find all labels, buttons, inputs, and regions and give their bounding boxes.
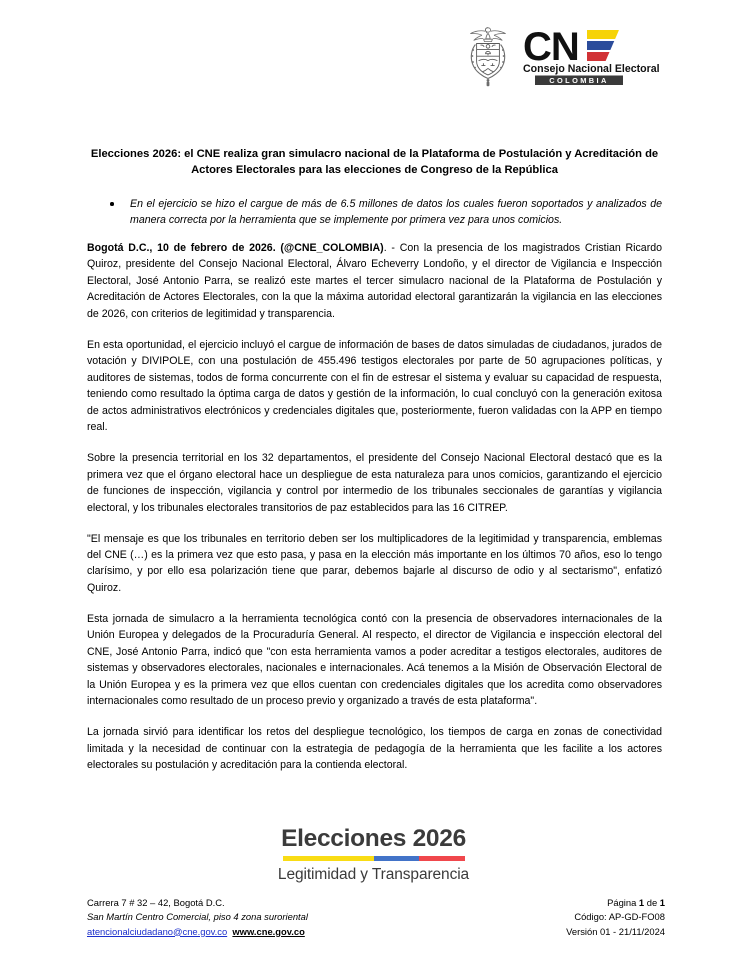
paragraph: La jornada sirvió para identificar los retos del despliegue tecnológico, los tiempos de carga en zonas de conectividad limitada y la necesidad de continuar con la estrategia de pedagogía de la herramienta que les facilite a los actores electorales su postulación y acreditación para la contienda electoral.: [87, 726, 662, 772]
page-title: Elecciones 2026: el CNE realiza gran simulacro nacional de la Plataforma de Postulación y Acreditación de Actores Electorales para las elecciones de Congreso de la República: [90, 148, 659, 177]
dateline: Bogotá D.C., 10 de febrero de 2026. (@CNE_COLOMBIA): [87, 242, 384, 254]
document-body: [87, 240, 662, 774]
header-logo-group: [462, 22, 665, 88]
lead-paragraph: [87, 240, 662, 322]
paragraph: Esta jornada de simulacro a la herramienta tecnológica contó con la presencia de observadores internacionales de la Unión Europea y delegados de la Procuraduría General. Al respecto, el director de Vigilancia e inspección electoral del CNE, José Antonio Parra, indicó que "con esta herramienta vamos a poder acreditar a testigos electorales, auditores de sistemas y observadores electorales, nacionales e internacionales. Acá tenemos a la Misión de Observación Electoral de la Unión Europea y es la primera vez que ellos cuentan con credenciales digitales que los acredita como observadores internacionales como resultado de un proceso previo y organizado a través de esta plataforma".: [87, 612, 662, 708]
footer-address-line-1: Carrera 7 # 32 – 42, Bogotá D.C.: [87, 897, 225, 908]
rule-yellow-segment: [283, 856, 374, 861]
brand-subtitle: Legitimidad y Transparencia: [277, 865, 470, 883]
document-code: Código: AP-GD-FO08: [574, 911, 665, 923]
footer-website-link[interactable]: www.cne.gov.co: [232, 925, 305, 937]
page-label-prefix: Página: [607, 897, 639, 908]
footer-meta-block: [566, 896, 665, 939]
cne-logo: [523, 24, 665, 86]
document-version: Versión 01 - 21/11/2024: [566, 925, 665, 937]
tricolor-rule: [283, 856, 465, 861]
bullet-dot-icon: [110, 202, 114, 206]
document-footer: [87, 896, 665, 939]
page-number: [566, 896, 665, 910]
paragraph: Sobre la presencia territorial en los 32 departamentos, el presidente del Consejo Nacional Electoral destacó que es la primera vez que el órgano electoral hace un despliegue de esta naturaleza para unos comicios, garantizando el ejercicio de funciones de inspección, vigilancia y control por intermedio de los tribunales seccionales de garantías y vigilancia electoral, y los tribunales electorales transitorios de paz establecidos para las 16 CITREP.: [87, 452, 662, 514]
cne-institution-text: Consejo Nacional Electoral: [523, 63, 660, 75]
svg-text:CN: CN: [523, 25, 579, 69]
lead-paragraph-text: . - Con la presencia de los magistrados Cristian Ricardo Quiroz, presidente del Consejo Nacional Electoral, Álvaro Echeverry Londoño, y el director de Vigilancia e Inspección Electoral, José Antonio Parra, se realizó este martes el tercer simulacro nacional de la Plataforma de Postulación y Acreditación de Actores Electorales, con la que la máxima autoridad electoral garantizarán la vigilancia en las elecciones de 2026, con criterios de legitimidad y transparencia.: [87, 242, 663, 320]
document-header: [0, 22, 747, 102]
paragraph: En esta oportunidad, el ejercicio incluyó el cargue de información de bases de datos simuladas de ciudadanos, jurados de votación y DIVIPOLE, con una postulación de 455.496 testigos electorales por parte de 50 agrupaciones políticas, y auditores de sistemas, todos de forma concurrente con el fin de estresar el sistema y evaluar su capacidad de respuesta, teniendo como resultado la óptima carga de datos y gestión de la información, lo cual concluyó con la generación exitosa de actos administrativos electrónicos y credenciales digitales que, posteriormente, fueron validadas con la APP en tiempo real.: [87, 338, 662, 434]
page-total: 1: [659, 897, 665, 908]
cne-country-text: COLOMBIA: [549, 75, 609, 85]
highlight-bullet-list: [87, 196, 662, 229]
page-current: 1: [638, 897, 645, 908]
bullet-text: En el ejercicio se hizo el cargue de más de 6.5 millones de datos los cuales fueron soportados y analizados de manera correcta por la herramienta que se implemente por primera vez para unos comicios.: [130, 198, 662, 227]
footer-links: [87, 925, 308, 939]
page-label-mid: de: [644, 897, 660, 908]
rule-red-segment: [419, 856, 465, 861]
footer-email-link[interactable]: atencionalciudadano@cne.gov.co: [87, 925, 228, 937]
footer-address-line-2: San Martín Centro Comercial, piso 4 zona suroriental: [87, 911, 308, 923]
list-item: [87, 196, 662, 229]
colombia-coat-of-arms-icon: [462, 22, 514, 88]
paragraph: "El mensaje es que los tribunales en territorio deben ser los multiplicadores de la legitimidad y transparencia, emblemas del CNE (…) es la primera vez que esto pasa, y pasa en la elección más importante en los últimos 70 años, eso lo tengo clarísimo, y por ello esa polarización tiene que parar, debemos bajarle al discurso de odio y al sectarismo", enfatizó Quiroz.: [87, 532, 662, 594]
elecciones-2026-brand: [0, 826, 747, 883]
footer-contact-block: [87, 896, 308, 939]
brand-title: Elecciones 2026: [281, 825, 466, 852]
rule-blue-segment: [374, 856, 420, 861]
